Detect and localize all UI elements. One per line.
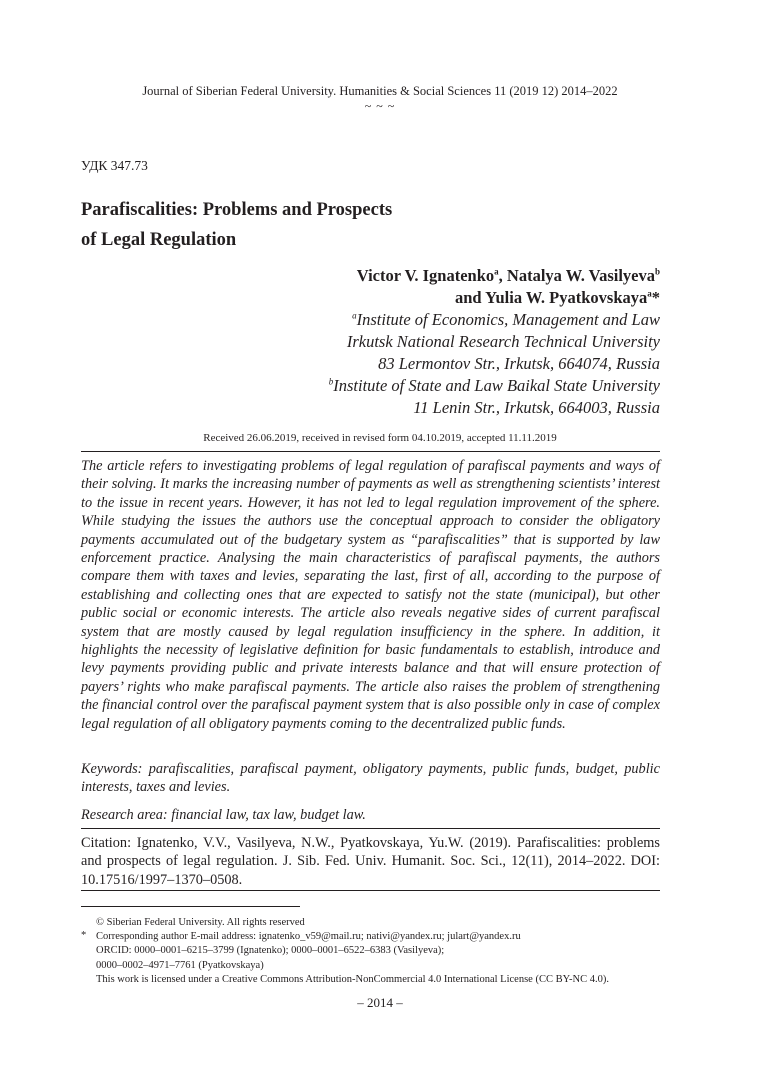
divider-top [81,451,660,452]
divider-citation-top [81,828,660,829]
footnote-orcid-1: ORCID: 0000–0001–6215–3799 (Ignatenko); 0000–0001–6522–6383 (Vasilyeva); [96,945,445,957]
authors-line-2 [357,287,660,309]
author-3: Yulia W. Pyatkovskaya [485,288,648,307]
author-1: Victor V. Ignatenko [356,266,495,285]
keywords: Keywords: parafiscalities, parafiscal payment, obligatory payments, public funds, budget, public interests, taxes and levies. [81,761,660,796]
author-1-sup: a [494,266,499,277]
affiliation-a-name: Institute of Economics, Management and Law [356,310,660,329]
affiliation-a-sup: a [352,310,357,321]
author-list [357,265,660,309]
journal-header: Journal of Siberian Federal University. Humanities & Social Sciences 11 (2019 12) 2014–2022 [142,84,618,98]
citation: Citation: Ignatenko, V.V., Vasilyeva, N.W., Pyatkovskaya, Yu.W. (2019). Parafiscalities: problems and prospects of legal regulation. J. Sib. Fed. Univ. Humanit. Soc. Sci., 12(11), 2014–2022. DOI: 10.17516/1997–1370–0508. [81,835,660,888]
author-2: Natalya W. Vasilyeva [506,266,655,285]
footnote-copyright: © Siberian Federal University. All rights reserved [96,917,305,928]
research-area: Research area: financial law, tax law, budget law. [81,807,366,823]
author-separator: , [498,266,507,285]
affiliation-b-sup: b [328,376,334,387]
affiliation-a-line-3: 83 Lermontov Str., Irkutsk, 664074, Russia [378,354,660,373]
affiliation-b-line-2: 11 Lenin Str., Irkutsk, 664003, Russia [413,398,660,417]
article-title [81,195,392,255]
abstract: The article refers to investigating problems of legal regulation of parafiscal payments and ways of their solving. It marks the increasing number of payments as well as strengthening scientists’ interest to the issue in recent years. However, it has not led to legal regulation improvement of the sphere. While studying the issues the authors use the conceptual approach to consider the obligatory payments accumulated out of the budgetary system as “parafiscalities” that is supported by law enforcement practice. Analysing the main characteristics of parafiscal payments, the authors compare them with taxes and levies, separating the last, first of all, according to the purpose of establishing and collecting ones that are expected to satisfy not the state (municipal), but other public social or economic interests. The article also reveals negative sides of current parafiscal system that are mostly caused by legal regulation insufficiency in the sphere. In addition, it highlights the necessity of legislative definition for basic fundamentals to establish, introduce and levy payments providing public and private interests balance and that will ensure protection of payers’ rights who make parafiscal payments. The article also raises the problem of strengthening the financial control over the parafiscal payment system that is also possible only in case of complex legal regulation of all obligatory payments coming to the decentralized public funds. [81,458,660,732]
affiliation-b-line-1 [329,375,660,397]
footnote-email: Corresponding author E-mail address: ignatenko_v59@mail.ru; nativi@yandex.ru; julart@yandex.ru [96,931,521,943]
author-3-sup: a [647,288,652,299]
author-2-sup: b [654,266,660,277]
author-and: and [454,288,486,307]
title-line-2: of Legal Regulation [81,230,237,250]
footnote-license: This work is licensed under a Creative Commons Attribution-NonCommercial 4.0 International License (CC BY-NC 4.0). [96,973,609,985]
divider-citation-bottom [81,890,660,891]
affiliation-a-line-1 [329,309,660,331]
udk-code: УДК 347.73 [81,158,148,173]
affiliations [329,309,660,419]
corresponding-star: * [651,288,660,307]
received-dates: Received 26.06.2019, received in revised form 04.10.2019, accepted 11.11.2019 [203,432,557,444]
authors-line-1 [357,265,660,287]
title-line-1: Parafiscalities: Problems and Prospects [81,200,393,220]
footnotes [96,916,686,987]
footnote-star: * [81,930,87,941]
affiliation-a-line-2: Irkutsk National Research Technical University [346,332,660,351]
page-number: – 2014 – [357,995,403,1010]
footnote-rule [81,906,300,907]
affiliation-b-name: Institute of State and Law Baikal State University [333,376,660,395]
header-separator: ~ ~ ~ [364,99,396,113]
footnote-orcid-2: 0000–0002–4971–7761 (Pyatkovskaya) [96,959,264,971]
